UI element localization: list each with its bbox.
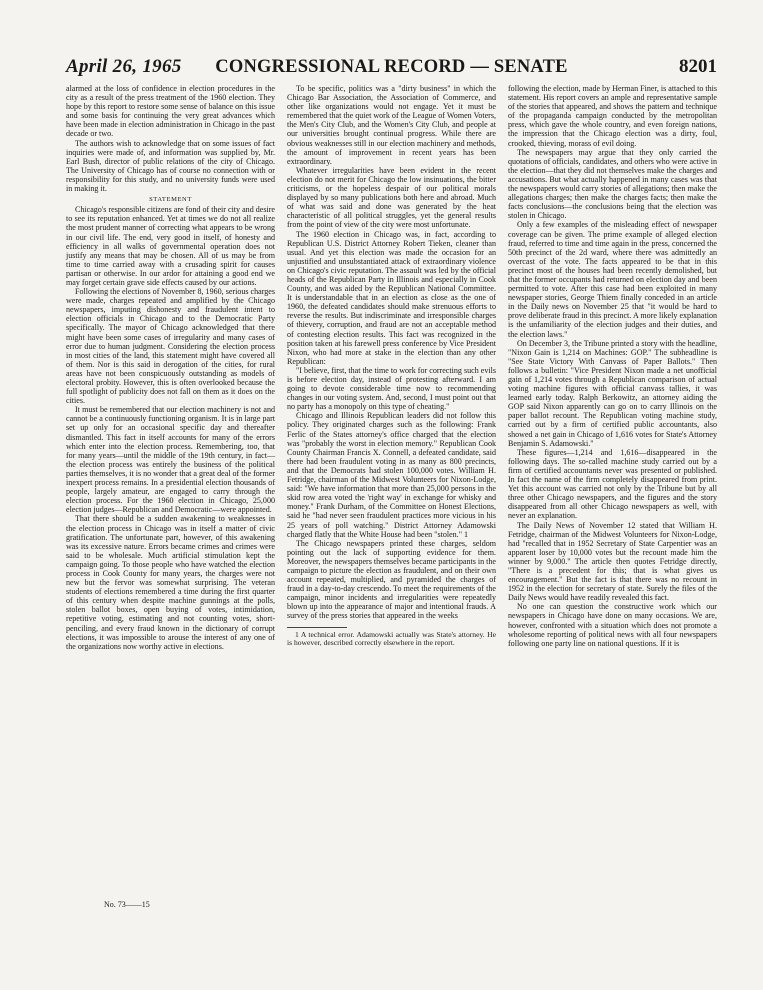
paragraph: "I believe, first, that the time to work for correcting such evils is before election day, instead of protesting afterward. I am going to devote considerable time now to recommending changes in our voting system. And, second, I must point out that no party has a monopoly on this type of cheating." — [287, 365, 496, 412]
paragraph: Following the elections of November 8, 1960, serious charges were made, charges repeated and amplified by the Chicago newspapers, imputing dishonesty and fraudulent intent to election officials in Chicago and to the Democratic Party specifically. The mayor of Chicago acknowledged that there might have been some cases of irregularity and many cases of error due to human judgment. Considering the election process in most cities of the land, this statement might have covered all of them. Nor is this said in derogation of the cities, for rural areas have not been conspicuously outstanding as models of electoral probity. However, this is often overlooked because the full spotlight of publicity does not fall on them as it does on the cities. — [66, 287, 275, 406]
header-page-number: 8201 — [679, 56, 717, 77]
header-title: CONGRESSIONAL RECORD — SENATE — [215, 57, 568, 77]
paragraph: The 1960 election in Chicago was, in fact, according to Republican U.S. District Attorney Robert Tieken, cleaner than usual. And yet this election was made the occasion for an unjustified and unsubstantiated attack of extraordinary violence on Chicago's civic reputation. The assault was led by the official heads of the Republican Party in Illinois and especially in Cook County, and was aided by the Republican National Committee. It is understandable that in an election as close as the one of 1960, the defeated candidates should make strenuous efforts to reverse the results. But indiscriminate and irresponsible charges of thievery, corruption, and fraud are not an acceptable method of contesting election results. This fact was recognized in the position taken at his farewell press conference by Vice President Nixon, who had more at stake in the election than any other Republican: — [287, 229, 496, 366]
footnote-rule — [287, 627, 347, 628]
paragraph: It must be remembered that our election machinery is not and cannot be a continuously functioning organism. It is in large part set up only for an occasional specific day and thereafter dismantled. This fact in itself accounts for many of the errors which enter into the election process. Remembering, too, that for many years—until the middle of the 19th century, in fact—the election process was entirely the business of the political parties themselves, it is no wonder that a great deal of the former inexpert process remains. In a presidential election thousands of people, largely amateur, are engaged to carry through the election process. For the 1960 election in Chicago, 25,000 election judges—Republican and Democratic—were appointed. — [66, 405, 275, 515]
paragraph: alarmed at the loss of confidence in election procedures in the city as a result of the press treatment of the 1960 election. They hope by this report to restore some sense of balance on this issue and some basis for continuing the very great advances which have been made in election administration in Chicago in the past decade or two. — [66, 84, 275, 139]
paragraph: On December 3, the Tribune printed a story with the headline, "Nixon Gain is 1,214 on Machines: GOP." The subheadline is "See State Victory With Canvass of Paper Ballots." Then follows a bulletin: "Vice President Nixon made a net unofficial gain of 1,214 votes through a Republican comparison of actual voting machine figures with official canvass tallies, it was learned early today. Ralph Berkowitz, an attorney aiding the GOP said Nixon apparently can go on to carry Illinois on the paper ballot recount. The Republican voting machine study, carried out by a firm of certified public accountants, also showed a net gain in Chicago of 1,616 votes for State's Attorney Benjamin S. Adamowski." — [508, 338, 717, 448]
paragraph: Only a few examples of the misleading effect of newspaper coverage can be given. The prime example of alleged election fraud, referred to time and time again in the press, concerned the 50th precinct of the 2d ward, where there was admittedly an overcast of the vote. The facts appeared to be that in this precinct most of the houses had been recently demolished, but that the former occupants had returned on election day and been permitted to vote. After this case had been exploited in many newspaper stories, George Thiem finally conceded in an article in the Daily news on November 25 that "it would be hard to prove deliberate fraud in this precinct. A more likely explanation is the unfamiliarity of the election judges and their duties, and the election laws." — [508, 220, 717, 339]
section-heading: STATEMENT — [149, 196, 192, 204]
paragraph: following the election, made by Herman Finer, is attached to this statement. His report covers an ample and representative sample of the stories that appeared, and shows the pattern and technique of the propaganda campaign conducted by the metropolitan press, which gave the whole country, and even foreign nations, the impression that the Chicago election was a dirty, foul, crooked, thieving, morass of evil doing. — [508, 84, 717, 148]
header-date: April 26, 1965 — [66, 56, 182, 77]
page-header — [66, 56, 717, 80]
page-footer: No. 73——15 — [104, 900, 150, 909]
paragraph: Whatever irregularities have been evident in the recent election do not merit for Chicago the low insinuations, the bitter criticisms, or the hopeless despair of our political morals displayed by so many publications both here and abroad. Much of what was said and done was generated by the heat characteristic of all political struggles, yet the general results from the point of view of the city were most unfortunate. — [287, 165, 496, 230]
column-2 — [287, 84, 496, 651]
paragraph: The Chicago newspapers printed these charges, seldom pointing out the lack of supporting evidence for them. Moreover, the newspapers themselves became participants in the campaign to picture the election as fraudulent, and on their own account repeated, multiplied, and pyramided the charges of fraud in a day-to-day crescendo. To meet the requirements of the campaign, minor incidents and irregularities were repeatedly blown up into the appearance of major and intentional frauds. A survey of the press stories that appeared in the weeks — [287, 538, 496, 621]
paragraph: That there should be a sudden awakening to weaknesses in the election process in Chicago was in itself a matter of civic gratification. The unfortunate part, however, of this awakening was its excessive nature. Errors became crimes and crimes were said to be wholesale. Much artificial stimulation kept the campaign going. To those people who have watched the election process in Cook County for many years, the charges were not new but the fervor was somewhat surprising. The veteran students of elections remembered a time during the first quarter of this century when despite machine gunnings at the polls, stolen ballot boxes, open buying of votes, intimidation, repetitive voting, estimating and not counting votes, short-penciling, and every fraud known in the dictionary of corrupt elections, it was impossible to arouse the interest of any one of the organizations now worthy active in elections. — [66, 514, 275, 651]
paragraph: Chicago's responsible citizens are fond of their city and desire to see its reputation enhanced. Yet at times we do not all realize the most prudent manner of correcting what appears to be wrong in our civil life. The end, very good in itself, of honesty and efficiency in all walks of governmental operation does not justify any means that may be chosen. All of us may be from time to time carried away with a crusading spirit for causes partisan or otherwise. In our ardor for attaining a good end we may forget certain grave side effects caused by our actions. — [66, 205, 275, 287]
text-columns — [66, 84, 717, 651]
paragraph: These figures—1,214 and 1,616—disappeared in the following days. The so-called machine study carried out by a firm of certified accountants never was presented or published. In fact the name of the firm completely disappeared from print. Yet this account was carried not only by the Tribune but by all three other Chicago newspapers, and the figures and the story disappeared from all other Chicago newspapers as well, with never an explanation. — [508, 447, 717, 521]
paragraph: The newspapers may argue that they only carried the quotations of officials, candidates, and others who were active in the election—that they did not themselves make the charges and accusations. But what actually happened in many cases was that the newspapers would carry stories of allegations; then make the allegations charges; then make the charges facts; then make the facts conclusions—the conclusions being that the election was stolen in Chicago. — [508, 147, 717, 221]
paragraph: The Daily News of November 12 stated that William H. Fetridge, chairman of the Midwest Volunteers for Nixon-Lodge, had "recalled that in 1952 Secretary of State Carpentier was an apparent loser by 10,000 votes but the recount made him the winner by 9,000." The article then quotes Fetridge directly, "There is a precedent for this; that is what gives us encouragement." But the fact is that there was no recount in 1952 in the election for secretary of state. Surely the files of the Daily News would have readily revealed this fact. — [508, 520, 717, 603]
column-3 — [508, 84, 717, 651]
paragraph: Chicago and Illinois Republican leaders did not follow this policy. They originated charges such as the following: Frank Ferlic of the States attorney's office charged that the election was "probably the worst in election memory." Republican Cook County Chairman Francis X. Connell, a defeated candidate, said there had been fraudulent voting in as many as 800 precincts, and that the Democrats had stolen 100,000 votes. William H. Fetridge, chairman of the Midwest Volunteers for Nixon-Lodge, said: "We have information that more than 25,000 persons in the skid row area voted the 'right way' in exchange for whisky and money." Frank Durham, of the Committee on Honest Elections, said he "had never seen fraudulent practices more vicious in his 25 years of poll watching." District Attorney Adamowski charged flatly that the White House had been "stolen." 1 — [287, 411, 496, 539]
paragraph: The authors wish to acknowledge that on some issues of fact inquiries were made of, and information was supplied by, Mr. Earl Bush, director of public relations of the city of Chicago. The University of Chicago has of course no connection with or responsibility for this study, and no university funds were used in making it. — [66, 138, 275, 194]
footnote: 1 A technical error. Adamowski actually was State's attorney. He is however, described correctly elsewhere in the report. — [287, 629, 496, 648]
paragraph: No one can question the constructive work which our newspapers in Chicago have done on many occasions. We are, however, confronted with a situation which does not promote a wholesome reporting of political news with all four newspapers following one party line on national questions. If it is — [508, 602, 717, 648]
column-1 — [66, 84, 275, 651]
paragraph: To be specific, politics was a "dirty business" in which the Chicago Bar Association, the Association of Commerce, and other like organizations would not engage. Yet it must be remembered that the quiet work of the League of Women Voters, the Men's City Club, and the Women's City Club, and people at our universities brought continual progress. While there are obvious weaknesses still in our election machinery and methods, the amount of improvement in recent years has been extraordinary. — [287, 84, 496, 166]
